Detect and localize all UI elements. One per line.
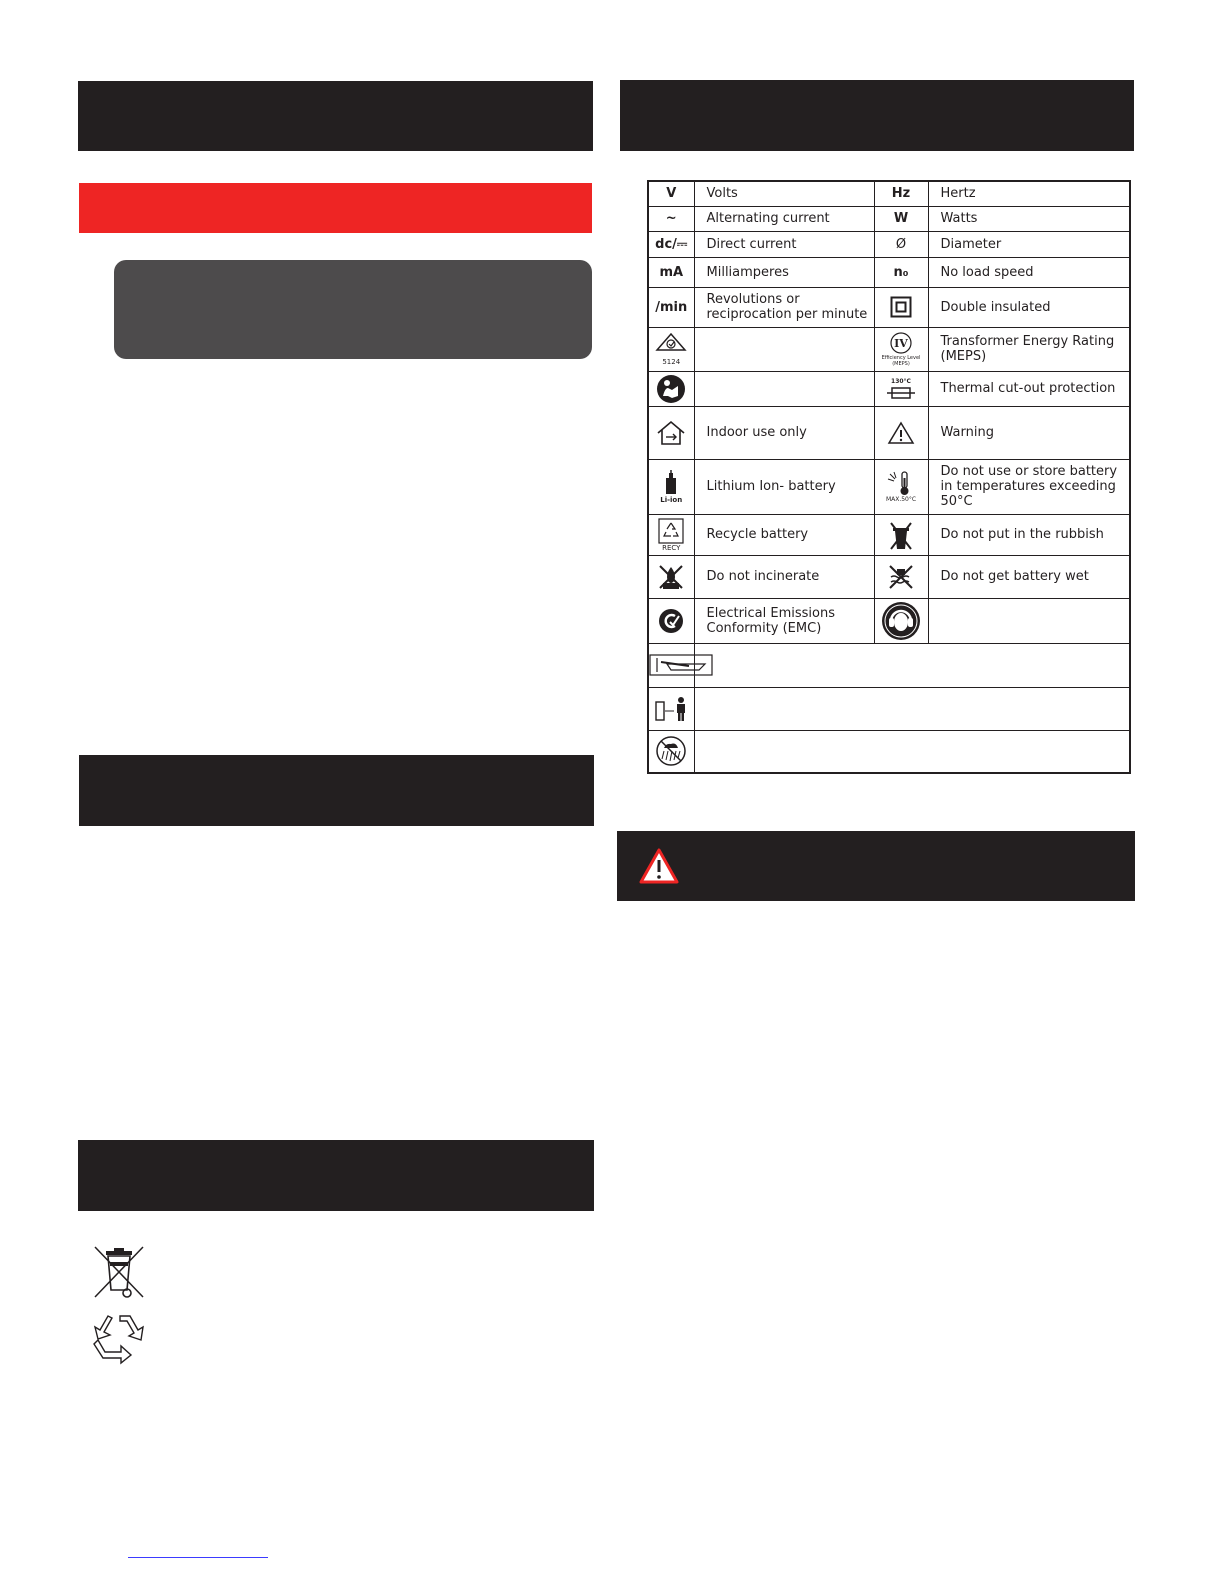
section-header-bar-1 (78, 81, 593, 151)
hertz-symbol: Hz (874, 181, 928, 206)
no-rubbish-label: Do not put in the rubbish (928, 514, 1130, 555)
table-row (648, 643, 1130, 687)
read-manual-label (694, 371, 874, 406)
no-fire-icon (657, 563, 685, 591)
no-incinerate-label: Do not incinerate (694, 555, 874, 598)
emc-label: Electrical Emissions Conformity (EMC) (694, 598, 874, 643)
symbols-table (647, 180, 1131, 774)
double-insulated-icon (890, 296, 912, 318)
no-rain-icon (655, 735, 687, 767)
table-row (648, 406, 1130, 459)
diameter-label: Diameter (928, 231, 1130, 257)
efficiency-level-text: Efficiency Level (MEPS) (881, 355, 921, 367)
temperature-warning-label: Do not use or store battery in temperatures exceeding 50°C (928, 459, 1130, 514)
recycle-icon (90, 1312, 146, 1366)
no-rain-label (694, 730, 1130, 773)
table-row (648, 459, 1130, 514)
rcm-5124-icon (654, 332, 688, 358)
warning-header-bar (617, 831, 1135, 901)
dc-label: Direct current (694, 231, 874, 257)
milliamperes-symbol: mA (648, 257, 694, 287)
no-water-icon (887, 563, 915, 591)
table-row (648, 371, 1130, 406)
no-rubbish-icon (887, 519, 915, 551)
read-manual-icon (656, 374, 686, 404)
ac-symbol: ~ (648, 206, 694, 231)
table-row (648, 687, 1130, 730)
ear-protection-label (928, 598, 1130, 643)
watts-label: Watts (928, 206, 1130, 231)
warning-label: Warning (928, 406, 1130, 459)
table-row (648, 181, 1130, 206)
ac-label: Alternating current (694, 206, 874, 231)
section-header-bar-2 (79, 755, 594, 826)
thermal-cutout-label: Thermal cut-out protection (928, 371, 1130, 406)
table-row (648, 598, 1130, 643)
recycle-battery-icon (658, 518, 684, 544)
note-box (114, 260, 592, 359)
recycle-text: RECY (662, 543, 681, 552)
volts-symbol: V (648, 181, 694, 206)
table-row (648, 327, 1130, 371)
table-row (648, 231, 1130, 257)
max-temp-thermometer-icon (886, 470, 916, 496)
li-ion-battery-icon (663, 470, 679, 496)
per-minute-symbol: /min (648, 287, 694, 327)
trolling-boat-label (694, 643, 1130, 687)
volts-label: Volts (694, 181, 874, 206)
symbols-header-bar (620, 80, 1134, 151)
table-row (648, 287, 1130, 327)
warning-triangle-icon (639, 848, 679, 884)
hertz-label: Hertz (928, 181, 1130, 206)
bystander-distance-icon (654, 696, 688, 722)
crossed-wheelie-bin-icon (92, 1245, 146, 1299)
warning-triangle-icon (887, 421, 915, 445)
table-row (648, 730, 1130, 773)
table-row (648, 257, 1130, 287)
c-tick-icon (658, 608, 684, 634)
ear-protection-icon (881, 601, 921, 641)
table-row (648, 514, 1130, 555)
diameter-symbol: Ø (874, 231, 928, 257)
no-load-speed-symbol: n₀ (874, 257, 928, 287)
bystander-distance-label (694, 687, 1130, 730)
li-ion-text: Li-ion (660, 495, 683, 504)
rcm-number: 5124 (662, 358, 681, 366)
no-load-speed-label: No load speed (928, 257, 1130, 287)
dc-symbol: dc/⎓ (648, 231, 694, 257)
recycle-battery-label: Recycle battery (694, 514, 874, 555)
watts-symbol: W (874, 206, 928, 231)
no-water-label: Do not get battery wet (928, 555, 1130, 598)
max-temp-text: MAX.50°C (885, 495, 917, 503)
indoor-use-label: Indoor use only (694, 406, 874, 459)
red-warning-bar (79, 183, 592, 233)
thermal-fuse-temp: 130°C (891, 377, 911, 385)
per-minute-label: Revolutions or reciprocation per minute (694, 287, 874, 327)
indoor-house-icon (656, 420, 686, 446)
double-insulated-label: Double insulated (928, 287, 1130, 327)
milliamperes-label: Milliamperes (694, 257, 874, 287)
li-ion-label: Lithium Ion- battery (694, 459, 874, 514)
thermal-fuse-icon (887, 386, 915, 400)
meps-label: Transformer Energy Rating (MEPS) (928, 327, 1130, 371)
table-row (648, 555, 1130, 598)
footer-link-underline (128, 1557, 268, 1558)
efficiency-level-iv-icon (889, 331, 913, 355)
table-row (648, 206, 1130, 231)
svg-text:IV: IV (894, 337, 908, 350)
rcm-label (694, 327, 874, 371)
section-header-bar-3 (78, 1140, 594, 1211)
